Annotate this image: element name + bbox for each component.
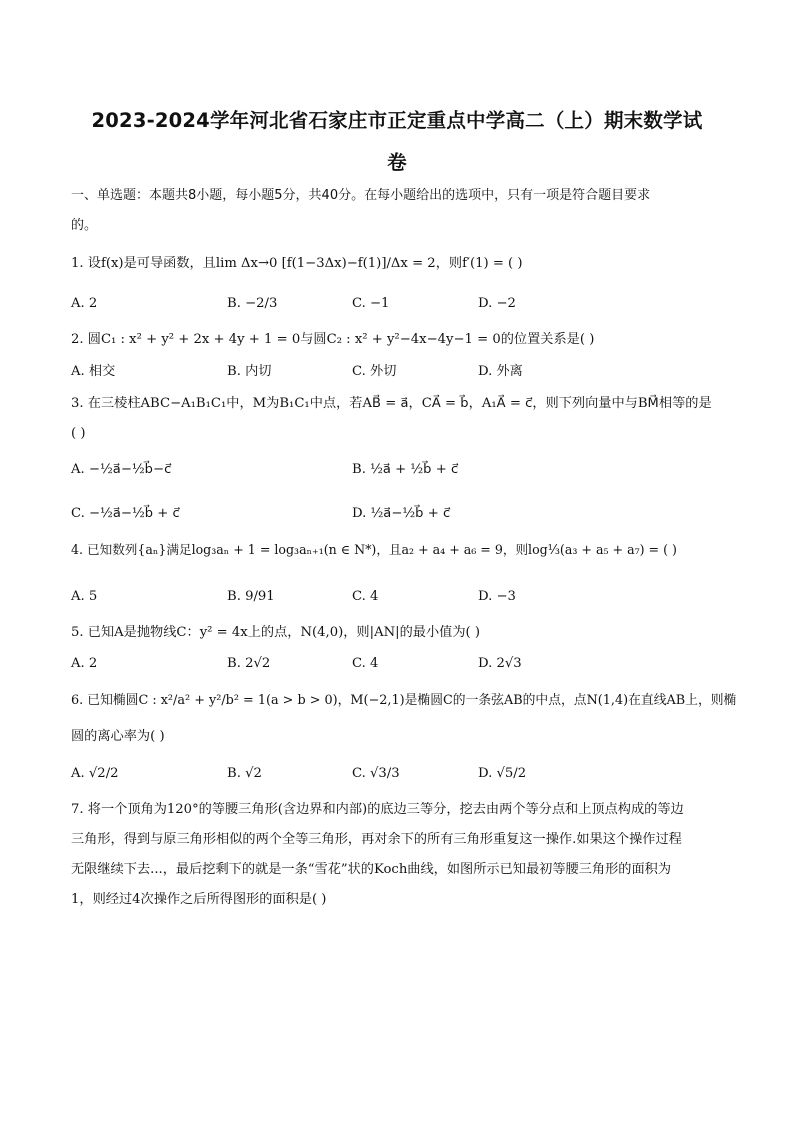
question-1-option-a: A. 2 [71, 296, 98, 311]
question-4-option-b: B. 9/91 [227, 589, 275, 604]
section-instructions-line-1: 一、单选题：本题共8小题，每小题5分，共40分。在每小题给出的选项中，只有一项是符合题目要求 [71, 188, 651, 203]
exam-title [60, 100, 734, 184]
question-4-option-c: C. 4 [352, 589, 379, 604]
question-3-option-b: B. ½a⃗ + ½b⃗ + c⃗ [352, 462, 459, 477]
question-3-option-d: D. ½a⃗−½b⃗ + c⃗ [352, 506, 451, 521]
question-2-option-d: D. 外离 [478, 364, 523, 379]
question-6-option-d: D. √5/2 [478, 766, 527, 781]
question-2-option-a: A. 相交 [71, 364, 116, 379]
question-7-stem-line-1: 7. 将一个顶角为120°的等腰三角形(含边界和内部)的底边三等分，挖去由两个等分点和上顶点构成的等边 [71, 802, 684, 817]
question-7-stem-line-3: 无限继续下去...，最后挖剩下的就是一条“雪花”状的Koch曲线，如图所示已知最初等腰三角形的面积为 [71, 862, 672, 877]
question-1-option-b: B. −2/3 [227, 296, 278, 311]
question-2-stem: 2. 圆C₁ : x² + y² + 2x + 4y + 1 = 0与圆C₂ : x² + y²−4x−4y−1 = 0的位置关系是( ) [71, 332, 595, 347]
question-6-option-b: B. √2 [227, 766, 262, 781]
question-5-option-d: D. 2√3 [478, 656, 522, 671]
question-2-option-c: C. 外切 [352, 364, 397, 379]
question-5-option-b: B. 2√2 [227, 656, 271, 671]
question-3-stem-line-2: ( ) [71, 426, 86, 441]
section-instructions-line-2: 的。 [71, 218, 98, 233]
question-6-option-c: C. √3/3 [352, 766, 400, 781]
question-5-stem: 5. 已知A是抛物线C：y² = 4x上的点，N(4,0)，则|AN|的最小值为( ) [71, 625, 480, 640]
question-2-option-b: B. 内切 [227, 364, 272, 379]
title-line-2: 卷 [387, 151, 407, 174]
question-4-stem: 4. 已知数列{aₙ}满足log₃aₙ + 1 = log₃aₙ₊₁(n ∈ N*)，且a₂ + a₄ + a₆ = 9，则log⅓(a₃ + a₅ + a₇) = ( ) [71, 542, 677, 557]
question-6-option-a: A. √2/2 [71, 766, 119, 781]
question-6-stem-line-2: 圆的离心率为( ) [71, 729, 165, 744]
question-5-option-c: C. 4 [352, 656, 379, 671]
question-3-option-c: C. −½a⃗−½b⃗ + c⃗ [71, 506, 180, 521]
question-3-stem-line-1: 3. 在三棱柱ABC−A₁B₁C₁中，M为B₁C₁中点，若AB⃗ = a⃗，CA⃗ = b⃗，A₁A⃗ = c⃗，则下列向量中与BM⃗相等的是 [71, 396, 712, 411]
question-1-option-c: C. −1 [352, 296, 390, 311]
question-1-stem: 1. 设f(x)是可导函数，且lim Δx→0 [f(1−3Δx)−f(1)]/Δx = 2，则f′(1) = ( ) [71, 256, 523, 271]
question-5-option-a: A. 2 [71, 656, 98, 671]
question-6-stem-line-1: 6. 已知椭圆C : x²/a² + y²/b² = 1(a > b > 0)，M(−2,1)是椭圆C的一条弦AB的中点，点N(1,4)在直线AB上，则椭 [71, 693, 737, 708]
question-7-stem-line-2: 三角形，得到与原三角形相似的两个全等三角形，再对余下的所有三角形重复这一操作.如果这个操作过程 [71, 832, 682, 847]
question-3-option-a: A. −½a⃗−½b⃗−c⃗ [71, 462, 172, 477]
question-4-option-d: D. −3 [478, 589, 516, 604]
title-line-1: 2023-2024学年河北省石家庄市正定重点中学高二（上）期末数学试 [91, 109, 703, 132]
question-4-option-a: A. 5 [71, 589, 98, 604]
question-1-option-d: D. −2 [478, 296, 516, 311]
question-7-stem-line-4: 1，则经过4次操作之后所得图形的面积是( ) [71, 892, 327, 907]
